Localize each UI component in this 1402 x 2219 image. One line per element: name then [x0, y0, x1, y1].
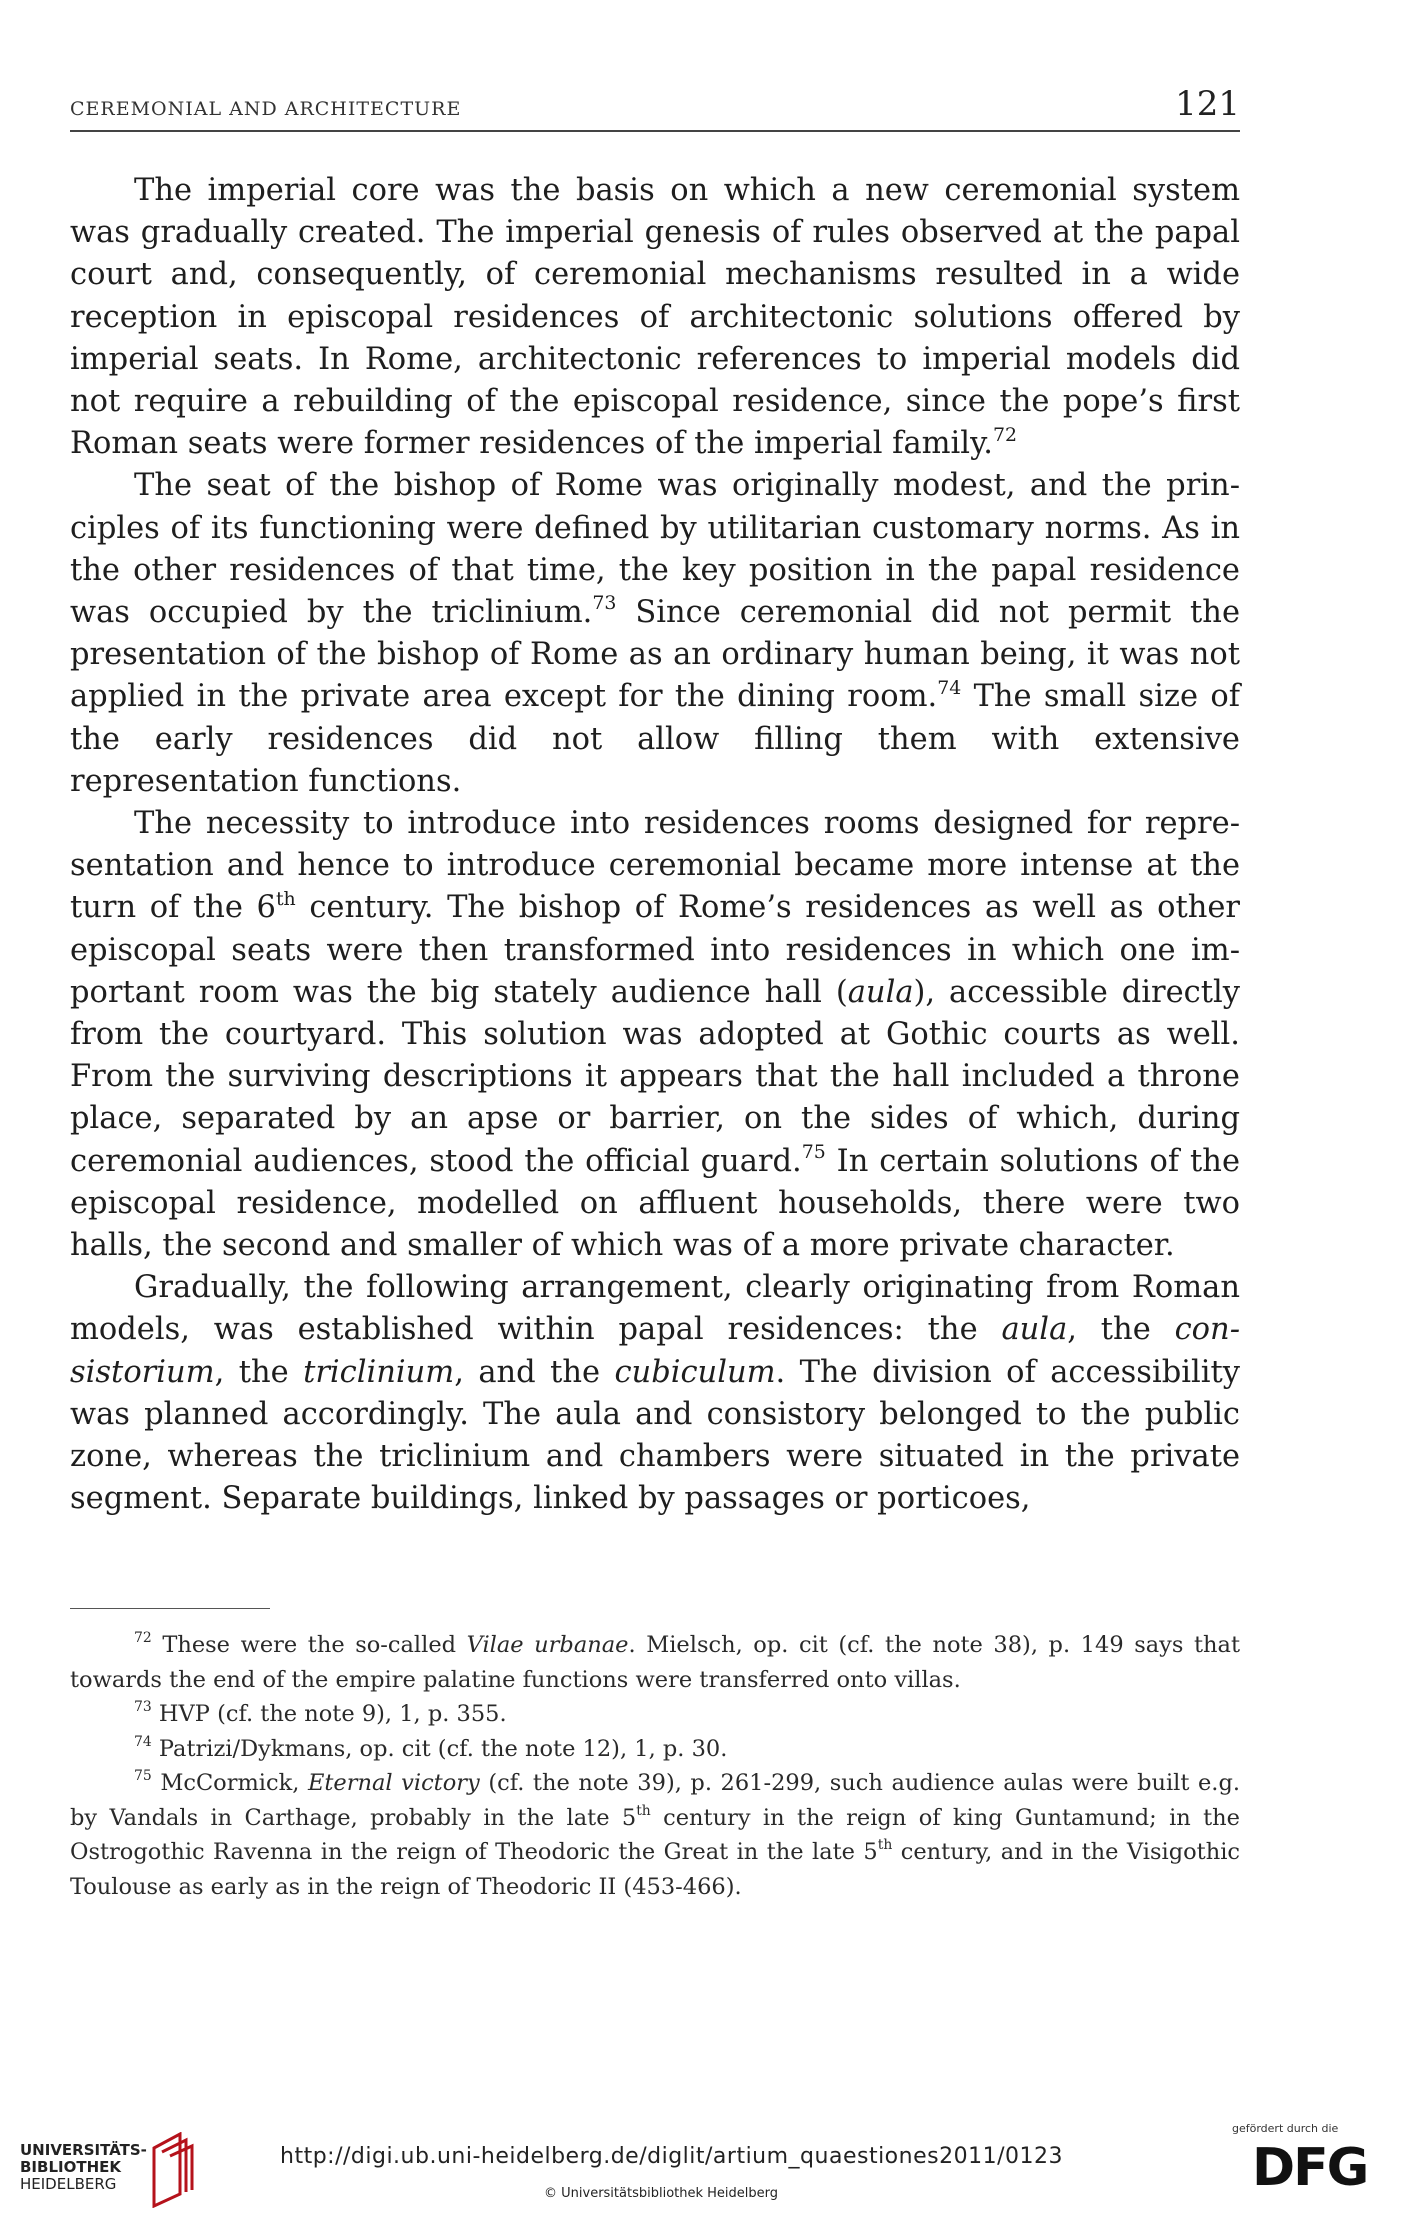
- paragraph-3-text-4: In certain solutions of the episcopal residence, modelled on affluent households, there were two halls, the second and smaller of which was of a more private character.: [70, 1143, 1240, 1264]
- paragraph-3-text-2: century. The bishop of Rome’s residences as well as other episcopal seats were then transformed into residences in which one important room was the big stately audience hall (: [70, 890, 1240, 1010]
- paragraph-4-text-4: , and the: [454, 1354, 615, 1390]
- paragraph-1: [70, 170, 1240, 465]
- footnote-73: [70, 1697, 1240, 1732]
- footnote-ref-73[interactable]: 73: [592, 592, 617, 615]
- paragraph-2-text-3: The small size of the early residences did not allow filling them with extensive representation functions.: [70, 679, 1240, 799]
- paragraph-3-text-1: The necessity to introduce into residences rooms designed for representation and hence to introduce ceremonial became more intense at the turn of the 6: [70, 806, 1240, 926]
- italic-term-cubiculum: cubiculum: [614, 1354, 776, 1390]
- paragraph-2-text-2: Since ceremonial did not permit the presentation of the bishop of Rome as an ordinary human being, it was not applied in the private area except for the dining room.: [70, 595, 1241, 715]
- paragraph-3: [70, 803, 1240, 1267]
- digitization-footer: [0, 2110, 1402, 2219]
- footnote-ref-72[interactable]: 72: [992, 423, 1018, 446]
- footnote-text: These were the so-called: [151, 1632, 467, 1658]
- footnote-72: [70, 1628, 1240, 1697]
- dfg-caption: gefördert durch die: [1232, 2122, 1339, 2135]
- superscript-th: th: [877, 1837, 893, 1854]
- running-title: CEREMONIAL AND ARCHITECTURE: [70, 98, 462, 120]
- library-name-line-2: BIBLIOTHEK: [20, 2158, 121, 2176]
- footnote-divider: [70, 1608, 270, 1609]
- paragraph-1-text: The imperial core was the basis on which a new ceremonial system was gradually created. The imperial genesis of rules observed at the papal court and, consequently, of ceremonial mechanisms resulted in a wide reception in episcopal residences of architectonic solutions offered by imperial seats. In Rome, architectonic references to imperial models did not require a rebuilding of the episcopal residence, since the pope’s first Roman seats were former residences of the imperial family.: [70, 173, 1240, 462]
- copyright-notice: © Universitätsbibliothek Heidelberg: [544, 2186, 779, 2201]
- paragraph-2: [70, 465, 1240, 803]
- footnote-text: (cf. the note 39), p. 261-299, such audience aulas were built e.g. by Vandals in Carthage, probably in the late 5: [70, 1770, 1241, 1831]
- paragraph-4: [70, 1267, 1240, 1520]
- paragraph-4-text-1: Gradually, the following arrangement, clearly originating from Roman models, was established within papal residences: the: [70, 1270, 1240, 1348]
- footnote-italic: Vilae urbanae: [466, 1632, 629, 1658]
- library-emblem-icon: [150, 2132, 196, 2208]
- italic-term-aula: aula: [1001, 1312, 1068, 1348]
- footnote-number: 75: [134, 1768, 152, 1785]
- footnote-75: [70, 1766, 1240, 1904]
- footnote-italic: Eternal victory: [307, 1770, 480, 1796]
- footnotes: [70, 1628, 1240, 1904]
- paragraph-4-text-3: , the: [214, 1354, 304, 1390]
- footnote-number: 72: [134, 1630, 152, 1647]
- footnote-text: Patrizi/Dykmans, op. cit (cf. the note 12), 1, p. 30.: [151, 1735, 728, 1762]
- footnote-text: century in the reign of king Guntamund; in the Ostrogothic Ravenna in the reign of Theodoric the Great in the late 5: [70, 1804, 1240, 1865]
- footnote-ref-74[interactable]: 74: [937, 676, 962, 699]
- dfg-logo: DFG: [1252, 2138, 1368, 2198]
- footnote-74: [70, 1732, 1240, 1767]
- italic-term-consistorium: consistorium: [70, 1312, 1240, 1390]
- library-name-line-1: UNIVERSITÄTS-: [20, 2141, 147, 2159]
- footnote-number: 73: [134, 1699, 152, 1716]
- footnote-text: century, and in the Visigothic Toulouse as early as in the reign of Theodoric II (453-466).: [70, 1839, 1240, 1900]
- footnote-text: . Mielsch, op. cit (cf. the note 38), p. 149 says that towards the end of the empire palatine functions were transferred onto villas.: [70, 1632, 1240, 1693]
- library-logo-text: [20, 2142, 147, 2193]
- paragraph-3-text-3: ), accessible directly from the courtyard. This solution was adopted at Gothic courts as well. From the surviving descriptions it appears that the hall included a throne place, separated by an apse or barrier, on the sides of which, during ceremonial audiences, stood the official guard.: [70, 974, 1240, 1179]
- paragraph-4-text-5: . The division of accessibility was planned accordingly. The aula and consistory belonged to the public zone, whereas the triclinium and chambers were situated in the private segment. Separate buildings, linked by passages or porticoes,: [70, 1354, 1240, 1517]
- italic-term-aula: aula: [847, 974, 914, 1010]
- footnote-text: McCormick,: [151, 1770, 308, 1796]
- italic-term-triclinium: triclinium: [303, 1354, 455, 1390]
- main-text: [70, 170, 1240, 1521]
- page-number: 121: [1175, 84, 1240, 124]
- superscript-th: th: [275, 887, 296, 910]
- superscript-th: th: [636, 1802, 651, 1819]
- running-header: [70, 86, 1240, 132]
- source-url-link[interactable]: http://digi.ub.uni-heidelberg.de/diglit/artium_quaestiones2011/0123: [280, 2144, 1063, 2169]
- footnote-ref-75[interactable]: 75: [801, 1141, 826, 1164]
- library-name-line-3: HEIDELBERG: [20, 2175, 117, 2193]
- paragraph-4-text-2: , the: [1067, 1312, 1175, 1348]
- paragraph-2-text-1: The seat of the bishop of Rome was originally modest, and the principles of its functioning were defined by utilitarian customary norms. As in the other residences of that time, the key position in the papal residence was occupied by the triclinium.: [70, 468, 1240, 631]
- footnote-number: 74: [134, 1733, 152, 1750]
- footnote-text: HVP (cf. the note 9), 1, p. 355.: [151, 1701, 507, 1727]
